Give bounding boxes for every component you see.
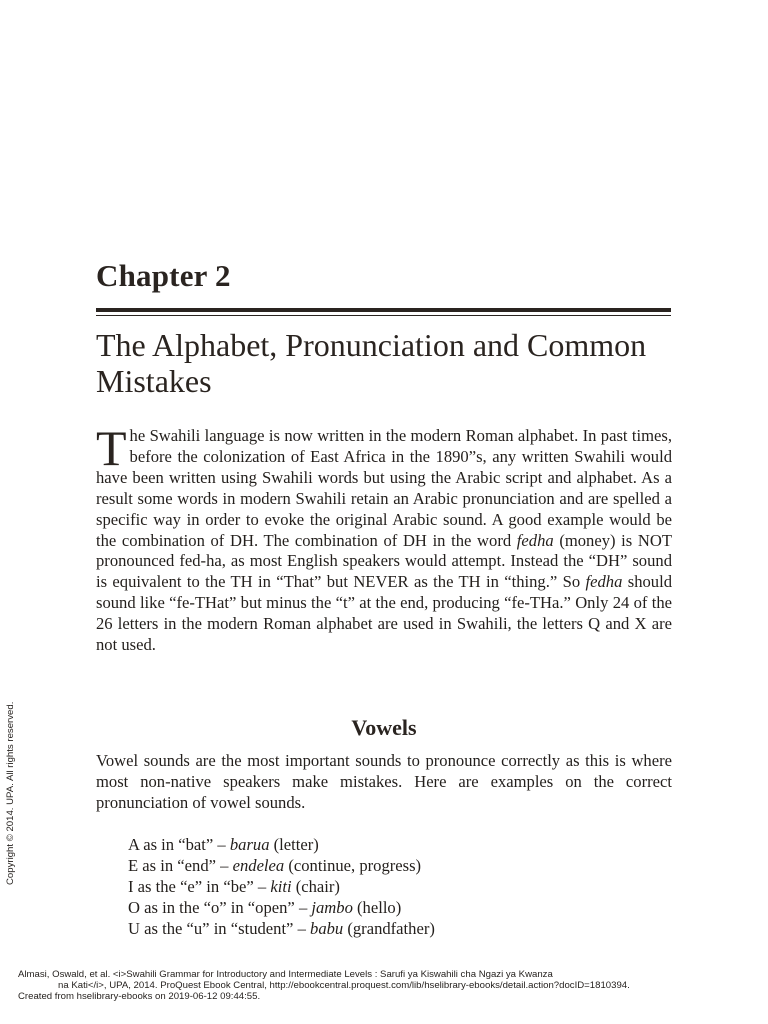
vowels-intro-paragraph: Vowel sounds are the most important sounds to pronounce correctly as this is where most non-native speakers make mistakes. Here are examples on the correct pronunciation of vowel sounds.: [96, 751, 672, 812]
example-word: barua: [229, 835, 270, 854]
chapter-label: Chapter 2: [96, 258, 231, 293]
vowel-examples-list: [128, 834, 435, 939]
vowel-rule: I as the “e” in “be” –: [128, 877, 271, 896]
footer-line-1: Almasi, Oswald, et al. <i>Swahili Grammar for Introductory and Intermediate Levels : Sarufi ya Kiswahili cha Ngazi ya Kwanza: [18, 969, 553, 980]
footer-line-2: na Kati</i>, UPA, 2014. ProQuest Ebook Central, http://ebookcentral.proquest.com/lib/hselibrary-ebooks/detail.action?docID=1810394.: [58, 980, 630, 991]
vowel-rule: O as in the “o” in “open” –: [128, 898, 312, 917]
list-item: [128, 876, 435, 897]
list-item: [128, 918, 435, 939]
example-gloss: (letter): [269, 835, 319, 854]
example-gloss: (hello): [352, 898, 402, 917]
chapter-title: The Alphabet, Pronunciation and Common Mistakes: [96, 327, 647, 399]
term-fedha-1: fedha: [516, 530, 554, 550]
example-gloss: (grandfather): [343, 919, 435, 938]
section-heading-vowels: Vowels: [351, 715, 417, 740]
intro-paragraph: [96, 420, 672, 656]
list-item: [128, 855, 435, 876]
citation-footer: [18, 969, 758, 1002]
example-word: babu: [310, 919, 344, 938]
example-word: jambo: [311, 898, 353, 917]
list-item: [128, 834, 435, 855]
vowel-rule: E as in “end” –: [128, 856, 233, 875]
example-word: kiti: [270, 877, 292, 896]
example-gloss: (continue, progress): [284, 856, 422, 875]
drop-cap: T: [96, 420, 127, 476]
intro-text-3: should sound like “fe-THat” but minus the “t” at the end, producing “fe-THa.” Only 24 of the 26 letters in the modern Roman alphabet are used in Swahili, the letters Q and X are not used.: [96, 572, 672, 655]
vowel-rule: A as in “bat” –: [128, 835, 230, 854]
intro-text-1: he Swahili language is now written in the modern Roman alphabet. In past times, before the colonization of East Africa in the 1890”s, any written Swahili would have been written using Swahili words but using the Arabic script and alphabet. As a result some words in modern Swahili retain an Arabic pronunciation and are spelled a specific way in order to evoke the original Arabic sound. A good example would be the combination of DH. The combination of DH in the word: [96, 426, 672, 550]
term-fedha-2: fedha: [585, 572, 623, 592]
side-copyright-notice: Copyright © 2014. UPA. All rights reserved.: [5, 701, 16, 885]
footer-line-3: Created from hselibrary-ebooks on 2019-06-12 09:44:55.: [18, 991, 261, 1002]
intro-text-2: (money) is NOT pronounced fed-ha, as most English speakers would attempt. Instead the “DH” sound is equivalent to the TH in “That” but NEVER as the TH in “thing.” So: [96, 530, 672, 592]
chapter-rule-thin: [96, 315, 671, 316]
example-gloss: (chair): [291, 877, 340, 896]
list-item: [128, 897, 435, 918]
chapter-rule-thick: [96, 308, 671, 312]
vowel-rule: U as the “u” in “student” –: [128, 919, 311, 938]
example-word: endelea: [232, 856, 285, 875]
